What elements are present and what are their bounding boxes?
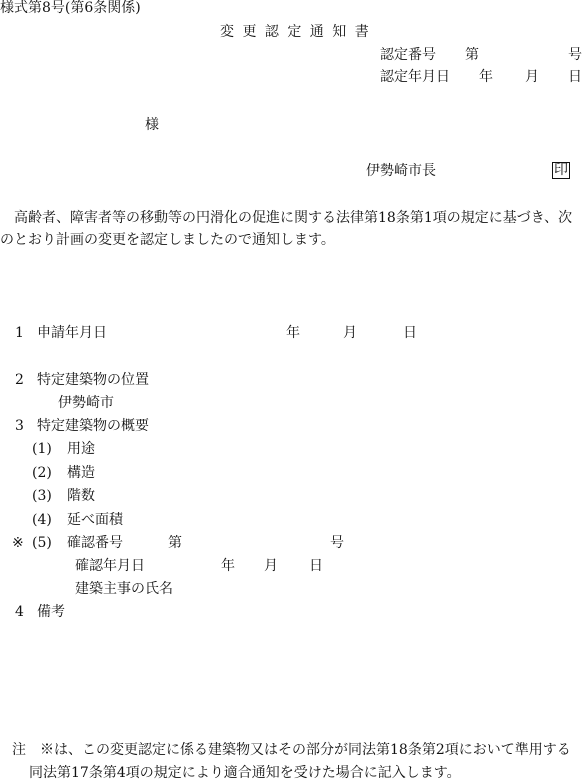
sub-5-date-day: 日 [309, 558, 323, 574]
document-title: 変 更 認 定 通 知 書 [220, 24, 371, 40]
item-3-number: 3 [15, 418, 24, 434]
sub-1-label: 用途 [67, 441, 95, 457]
sub-5-go: 号 [330, 535, 344, 551]
sub-5-label: 確認番号 [67, 535, 123, 551]
item-1-number: 1 [15, 325, 24, 341]
cert-date-month: 月 [525, 69, 539, 85]
cert-number-label: 認定番号 [380, 47, 436, 63]
item-1-month: 月 [343, 325, 357, 341]
sub-5-dai: 第 [168, 535, 182, 551]
sub-5-date-month: 月 [264, 558, 278, 574]
item-2-city: 伊勢崎市 [58, 395, 114, 411]
addressee-sama: 様 [145, 117, 159, 133]
seal-mark [552, 162, 570, 179]
item-1-year: 年 [286, 325, 300, 341]
issuer-name: 伊勢崎市長 [366, 163, 436, 179]
seal-icon: 印 [554, 162, 568, 178]
item-1-label: 申請年月日 [37, 325, 107, 341]
cert-date-day: 日 [568, 69, 582, 85]
sub-3-number: (3) [32, 488, 52, 504]
note-line-2: 同法第17条第4項の規定により適合通知を受けた場合に記入します。 [29, 765, 461, 781]
sub-2-number: (2) [32, 465, 52, 481]
note-line-1: ※は、この変更認定に係る建築物又はその部分が同法第18条第2項において準用する [40, 742, 571, 758]
form-label: 様式第8号(第6条関係) [0, 0, 141, 16]
sub-5-number: (5) [32, 535, 52, 551]
note-prefix: 注 [12, 742, 26, 758]
item-4-label: 備考 [37, 604, 65, 620]
sub-3-label: 階数 [67, 488, 95, 504]
item-4-number: 4 [15, 604, 24, 620]
cert-number-go: 号 [568, 47, 582, 63]
item-2-label: 特定建築物の位置 [37, 372, 149, 388]
sub-2-label: 構造 [67, 465, 95, 481]
cert-date-year: 年 [479, 69, 493, 85]
cert-number-dai: 第 [465, 47, 479, 63]
item-2-number: 2 [15, 372, 24, 388]
sub-5-mark: ※ [12, 535, 24, 551]
body-paragraph: 高齢者、障害者等の移動等の円滑化の促進に関する法律第18条第1項の規定に基づき、次のとおり計画の変更を認定しましたので通知します。 [0, 210, 573, 248]
sub-5-owner-label: 建築主事の氏名 [75, 581, 173, 597]
sub-4-label: 延べ面積 [67, 512, 123, 528]
cert-date-label: 認定年月日 [380, 69, 450, 85]
sub-5-date-year: 年 [221, 558, 235, 574]
item-3-label: 特定建築物の概要 [37, 418, 149, 434]
sub-4-number: (4) [32, 512, 52, 528]
item-1-day: 日 [403, 325, 417, 341]
sub-1-number: (1) [32, 441, 52, 457]
sub-5-date-label: 確認年月日 [75, 558, 145, 574]
